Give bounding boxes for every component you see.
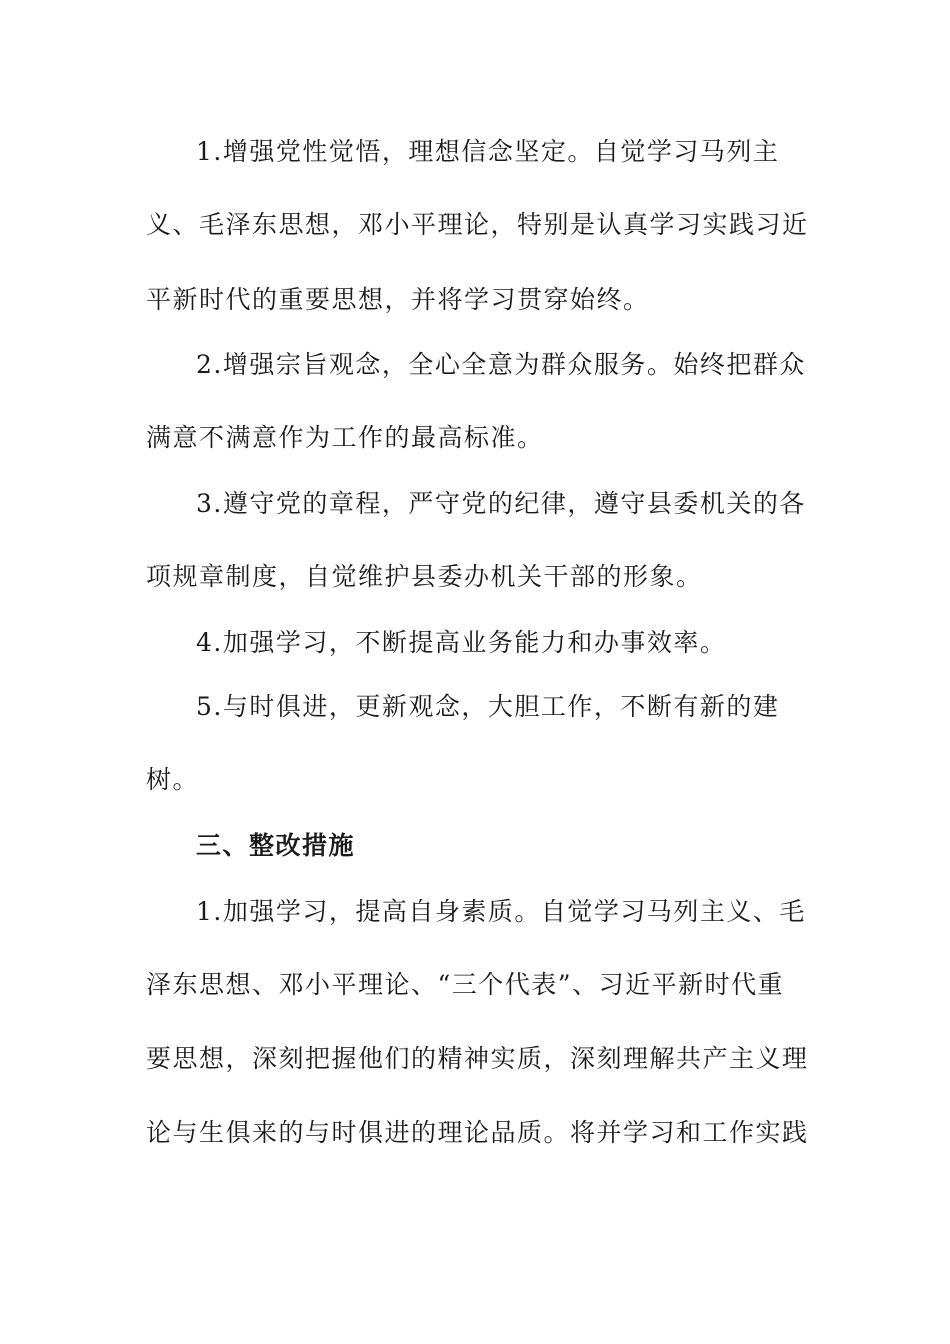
paragraph-line: 1.加强学习，提高自身素质。自觉学习马列主义、毛 (196, 897, 806, 926)
paragraph-line: 论与生俱来的与时俱进的理论品质。将并学习和工作实践 (146, 1118, 809, 1147)
paragraph-line: 1.增强党性觉悟，理想信念坚定。自觉学习马列主 (196, 137, 780, 166)
paragraph-line: 项规章制度，自觉维护县委办机关干部的形象。 (146, 562, 703, 591)
paragraph-line: 平新时代的重要思想，并将学习贯穿始终。 (146, 285, 650, 314)
paragraph-line: 要思想，深刻把握他们的精神实质，深刻理解共产主义理 (146, 1044, 809, 1073)
paragraph-line: 3.遵守党的章程，严守党的纪律，遵守县委机关的各 (196, 489, 806, 518)
paragraph-line: 满意不满意作为工作的最高标准。 (146, 423, 544, 452)
paragraph-line: 4.加强学习，不断提高业务能力和办事效率。 (196, 628, 727, 657)
paragraph-line: 树。 (146, 765, 200, 794)
paragraph-line: 2.增强宗旨观念，全心全意为群众服务。始终把群众 (196, 350, 806, 379)
section-heading: 三、整改措施 (196, 831, 356, 860)
paragraph-line: 5.与时俱进，更新观念，大胆工作，不断有新的建 (196, 692, 780, 721)
paragraph-line: 泽东思想、邓小平理论、“三个代表”、习近平新时代重 (146, 970, 785, 999)
paragraph-line: 义、毛泽东思想，邓小平理论，特别是认真学习实践习近 (146, 210, 809, 239)
